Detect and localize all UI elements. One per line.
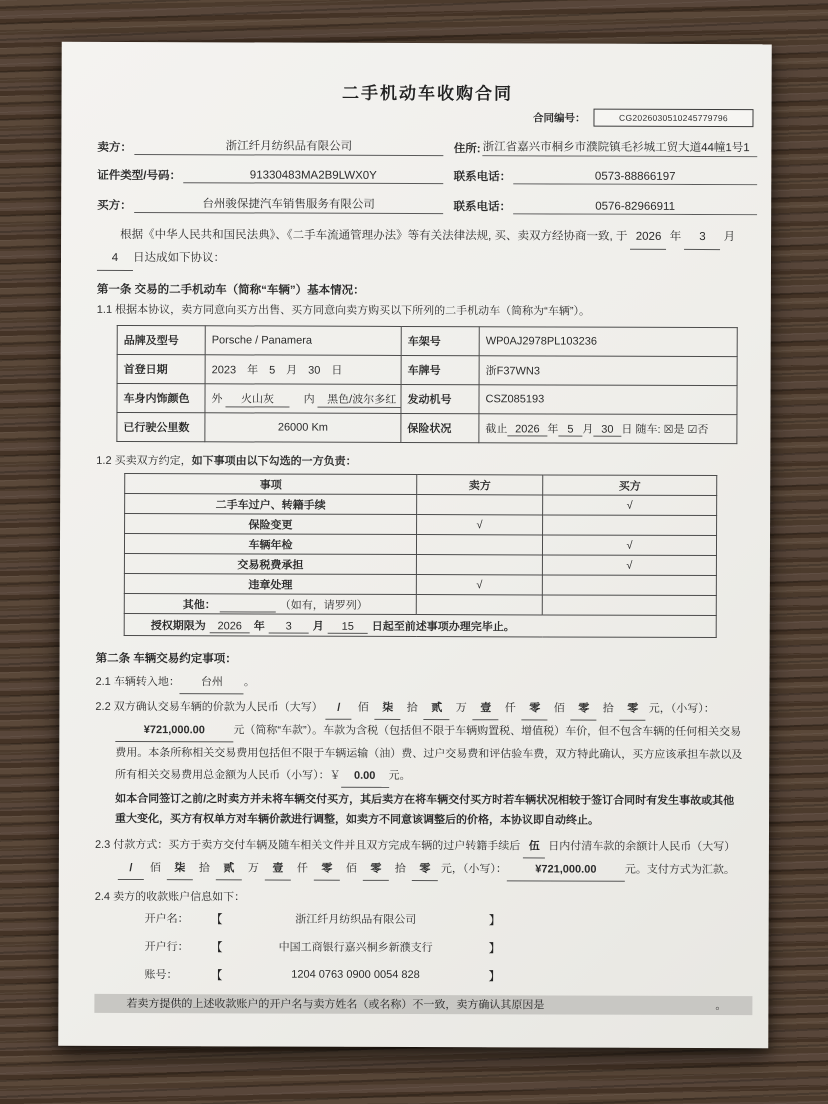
note-text: 若卖方提供的上述收款账户的开户名与卖方姓名（或名称）不一致，卖方确认其原因是 <box>126 998 545 1012</box>
buyer-label: 买方： <box>97 199 132 213</box>
contract-number-value: CG2026030510245779796 <box>593 109 753 128</box>
resp-item: 交易税费承担 <box>124 554 416 575</box>
table-row <box>117 413 737 444</box>
resp-item: 车辆年检 <box>124 534 416 555</box>
buyer-row <box>97 195 757 215</box>
table-row <box>117 326 737 357</box>
authorization-cell <box>124 614 716 638</box>
c23-post: 元。支付方式为汇款。 <box>624 863 735 876</box>
insurance-day: 30 <box>593 424 621 437</box>
color-value <box>205 384 401 414</box>
other-blank-line <box>220 600 276 612</box>
first-reg-label: 首登日期 <box>117 355 205 384</box>
resp-item: 保险变更 <box>125 514 417 535</box>
clause-2-4-heading: 2.4 卖方的收款账户信息如下： <box>94 890 246 904</box>
c23-mid2: 元，（小写）： <box>440 862 507 876</box>
account-number-row <box>144 966 754 985</box>
vehicle-table <box>116 325 737 444</box>
buyer-check: √ <box>542 535 716 556</box>
page-title: 二手机动车收购合同 <box>342 83 514 104</box>
amount-word: 零 <box>522 698 548 721</box>
table-row <box>124 574 716 596</box>
amount-unit: 仟 <box>296 862 308 875</box>
account-number-label: 账号： <box>144 969 178 982</box>
other-label: 其他： <box>182 598 216 611</box>
engine-label: 发动机号 <box>401 385 479 414</box>
ins-month-unit: 月 <box>582 423 594 436</box>
vin-value: WP0AJ2978PL103236 <box>479 327 737 357</box>
color-label: 车身内饰颜色 <box>117 384 205 413</box>
amount-unit: 佰 <box>553 702 565 715</box>
buyer-check: √ <box>543 495 717 516</box>
amount-unit: 仟 <box>504 702 516 715</box>
other-cell <box>124 594 416 615</box>
address-label: 住所: <box>453 143 481 156</box>
amount-unit: 万 <box>247 862 259 875</box>
auth-pre: 授权期限为 <box>150 619 206 632</box>
buyer-check <box>543 515 717 536</box>
account-bank-row <box>145 938 755 957</box>
auth-year-unit: 年 <box>253 620 265 633</box>
plate-value: 浙F37WN3 <box>479 356 737 386</box>
engine-value: CSZ085193 <box>479 385 737 415</box>
c22-body: 元（简称“车款”）。车款为含税（包括但不限于车辆购置税、增值税）车价，但不包含车辆的任何相关交易费用。本条所称相关交易费用包括但不限于车辆运输（油）费、过户交易费和评估验车费，双方特此确认，买方应该承担车款以及所有相关交易费用总金额为人民币（小写）：￥ <box>115 724 743 782</box>
amount-unit: 拾 <box>198 862 210 875</box>
buyer-name: 台州骏保捷汽车销售服务有限公司 <box>134 195 444 214</box>
buyer-phone-label: 联系电话： <box>453 201 512 214</box>
c22-mid: 元，（小写）： <box>648 703 715 716</box>
intro-post: 日达成如下协议： <box>132 251 226 265</box>
amount-word: / <box>326 697 352 720</box>
section1-heading: 第一条 交易的二手机动车（简称“车辆”）基本情况： <box>96 283 365 297</box>
note-period: 。 <box>715 1000 727 1013</box>
seller-check: √ <box>417 515 543 535</box>
bracket-open: 【 <box>210 912 223 927</box>
auth-post: 日起至前述事项办理完毕止。 <box>371 620 515 634</box>
buyer-phone: 0576-82966911 <box>513 200 757 215</box>
transfer-place: 台州 <box>180 671 244 694</box>
clause-1-1: 1.1 根据本协议，卖方同意向买方出售、买方同意向卖方购买以下所列的二手机动车（简称为“车辆”）。 <box>96 303 591 318</box>
auth-day: 15 <box>328 620 368 633</box>
contract-number-row <box>97 107 753 127</box>
payment-method-label: 2.3 付款方式：买方于卖方交付车辆及随车相关文件并且双方完成车辆的过户转籍手续后 <box>94 838 521 853</box>
section2-heading: 第二条 车辆交易约定事项： <box>95 653 237 666</box>
insurance-value <box>479 414 737 444</box>
clause-1-2-pre: 1.2 买卖双方约定， <box>96 455 192 468</box>
mileage-value: 26000 Km <box>205 413 401 443</box>
checkbox-no: ☑否 <box>687 424 709 437</box>
plate-label: 车牌号 <box>401 356 479 385</box>
first-reg-date: 2023 年 5 月 30 日 <box>205 355 401 385</box>
authorization-row <box>124 614 716 638</box>
amount-word: 零 <box>363 858 389 881</box>
amount-word: / <box>118 857 144 880</box>
other-hint: （如有，请罗列） <box>279 599 368 612</box>
account-name-label: 开户名： <box>144 913 189 926</box>
responsibility-table <box>124 473 718 638</box>
transfer-place-label: 2.1 车辆转入地： <box>95 676 180 689</box>
highlighted-note <box>94 994 752 1015</box>
table-row <box>117 355 737 386</box>
interior-label: 内 <box>303 393 315 406</box>
account-bank-value: 中国工商银行嘉兴桐乡新濮支行 <box>278 941 433 955</box>
amount-unit: 拾 <box>602 702 614 715</box>
table-row-other <box>124 594 716 616</box>
insurance-label: 保险状况 <box>401 414 479 443</box>
auth-month-unit: 月 <box>312 620 324 633</box>
id-number: 91330483MA2B9LWX0Y <box>183 169 444 184</box>
id-row <box>97 167 757 185</box>
clause-2-2 <box>95 696 745 789</box>
account-number-value: 1204 0763 0900 0054 828 <box>291 968 420 982</box>
mileage-label: 已行驶公里数 <box>117 413 205 442</box>
agreement-year: 2026 <box>631 227 667 250</box>
amount-word: 零 <box>412 858 438 881</box>
brand-label: 品牌及型号 <box>117 326 205 355</box>
brand-value: Porsche / Panamera <box>205 326 401 356</box>
seller-name: 浙江纤月纺织品有限公司 <box>134 137 444 156</box>
table-header-row <box>125 474 717 496</box>
seller-check <box>416 595 542 615</box>
fee-unit: 元。 <box>388 770 411 783</box>
insurance-month: 5 <box>558 424 582 437</box>
auth-month: 3 <box>269 620 309 633</box>
amount-word: 柒 <box>167 857 193 880</box>
amount-unit: 拾 <box>394 862 406 875</box>
clause-1-2-bold: 如下事项由以下勾选的一方负责： <box>191 455 357 468</box>
bracket-close: 】 <box>488 969 501 984</box>
seller-check <box>416 555 542 575</box>
header-seller: 卖方 <box>417 475 543 495</box>
bracket-open: 【 <box>210 940 223 955</box>
resp-item: 二手车过户、转籍手续 <box>125 494 417 515</box>
account-name-row <box>145 910 755 929</box>
insurance-year: 2026 <box>507 424 547 437</box>
table-row <box>124 554 716 576</box>
year-unit: 年 <box>669 230 682 243</box>
seller-phone-label: 联系电话： <box>453 171 512 184</box>
amount-unit: 拾 <box>406 702 418 715</box>
table-row <box>125 494 717 516</box>
price-words-label: 2.2 双方确认交易车辆的价款为人民币（大写） <box>95 701 323 714</box>
balance-figure: ¥721,000.00 <box>507 858 625 881</box>
header-buyer: 买方 <box>543 475 717 496</box>
header-item: 事项 <box>125 474 417 495</box>
payment-days: 伍 <box>523 835 545 858</box>
price-figure: ¥721,000.00 <box>115 719 233 742</box>
fee-figure: 0.00 <box>341 765 389 788</box>
buyer-check <box>542 575 716 596</box>
amount-unit: 佰 <box>149 861 161 874</box>
amount-word: 壹 <box>473 697 499 720</box>
ins-year-unit: 年 <box>547 423 559 436</box>
amount-word: 贰 <box>216 857 242 880</box>
insurance-until: 截止 <box>485 423 508 436</box>
amount-unit: 佰 <box>345 862 357 875</box>
ins-with-car: 日 随车: <box>621 423 661 437</box>
amount-word: 零 <box>620 698 646 721</box>
table-row <box>125 514 717 536</box>
agreement-month: 3 <box>684 227 720 250</box>
table-row <box>124 534 716 556</box>
amount-word: 柒 <box>375 697 401 720</box>
resp-item: 违章处理 <box>124 574 416 595</box>
agreement-day: 4 <box>97 248 133 271</box>
clause-2-1 <box>95 671 745 696</box>
clause-2-2-b: 如本合同签订之前/之时卖方并未将车辆交付买方，其后卖方在将车辆交付买方时若车辆状况相较于签订合同时有发生事故或其他重大变化，买方有权单方对车辆价款进行调整，如卖方不同意该调整后的价格，本协议即自动终止。 <box>115 793 735 827</box>
clause-1-2 <box>96 452 756 470</box>
seller-phone: 0573-88866197 <box>513 170 757 185</box>
seller-row <box>97 137 757 157</box>
seller-label: 卖方： <box>97 141 132 155</box>
vin-label: 车架号 <box>401 327 479 356</box>
intro-text: 根据《中华人民共和国民法典》、《二手车流通管理办法》等有关法律法规, 买、卖双方经协商一致, 于 <box>120 228 628 243</box>
amount-unit: 佰 <box>357 701 369 715</box>
buyer-check <box>542 595 716 616</box>
clause-2-3 <box>95 834 745 882</box>
auth-year: 2026 <box>210 620 250 633</box>
checkbox-yes: ☒是 <box>663 424 685 437</box>
exterior-color: 火山灰 <box>226 390 290 407</box>
id-type-label: 证件类型/号码： <box>97 169 182 183</box>
contract-paper <box>58 42 772 1048</box>
amount-word: 零 <box>571 698 597 721</box>
intro-paragraph <box>97 225 753 273</box>
c23-mid1: 日内付清车款的余额计人民币（大写） <box>548 840 736 853</box>
month-unit: 月 <box>723 231 736 244</box>
exterior-label: 外 <box>211 392 223 406</box>
contract-number-label: 合同编号： <box>532 111 586 125</box>
interior-color: 黑色/波尔多红 <box>318 390 401 407</box>
seller-check <box>417 495 543 515</box>
amount-word: 零 <box>314 857 340 880</box>
seller-check: √ <box>416 575 542 595</box>
bracket-close: 】 <box>488 913 501 928</box>
bracket-close: 】 <box>488 941 501 956</box>
bracket-open: 【 <box>210 968 223 983</box>
amount-unit: 万 <box>455 702 467 715</box>
buyer-check: √ <box>542 555 716 576</box>
amount-word: 壹 <box>265 857 291 880</box>
amount-word: 贰 <box>424 697 450 720</box>
account-bank-label: 开户行： <box>144 941 189 954</box>
c21-post: 。 <box>243 676 255 689</box>
table-row <box>117 384 737 415</box>
account-name-value: 浙江纤月纺织品有限公司 <box>295 913 417 927</box>
seller-check <box>416 535 542 555</box>
seller-address: 浙江省嘉兴市桐乡市濮院镇毛衫城工贸大道44幢1号1 <box>483 138 758 157</box>
